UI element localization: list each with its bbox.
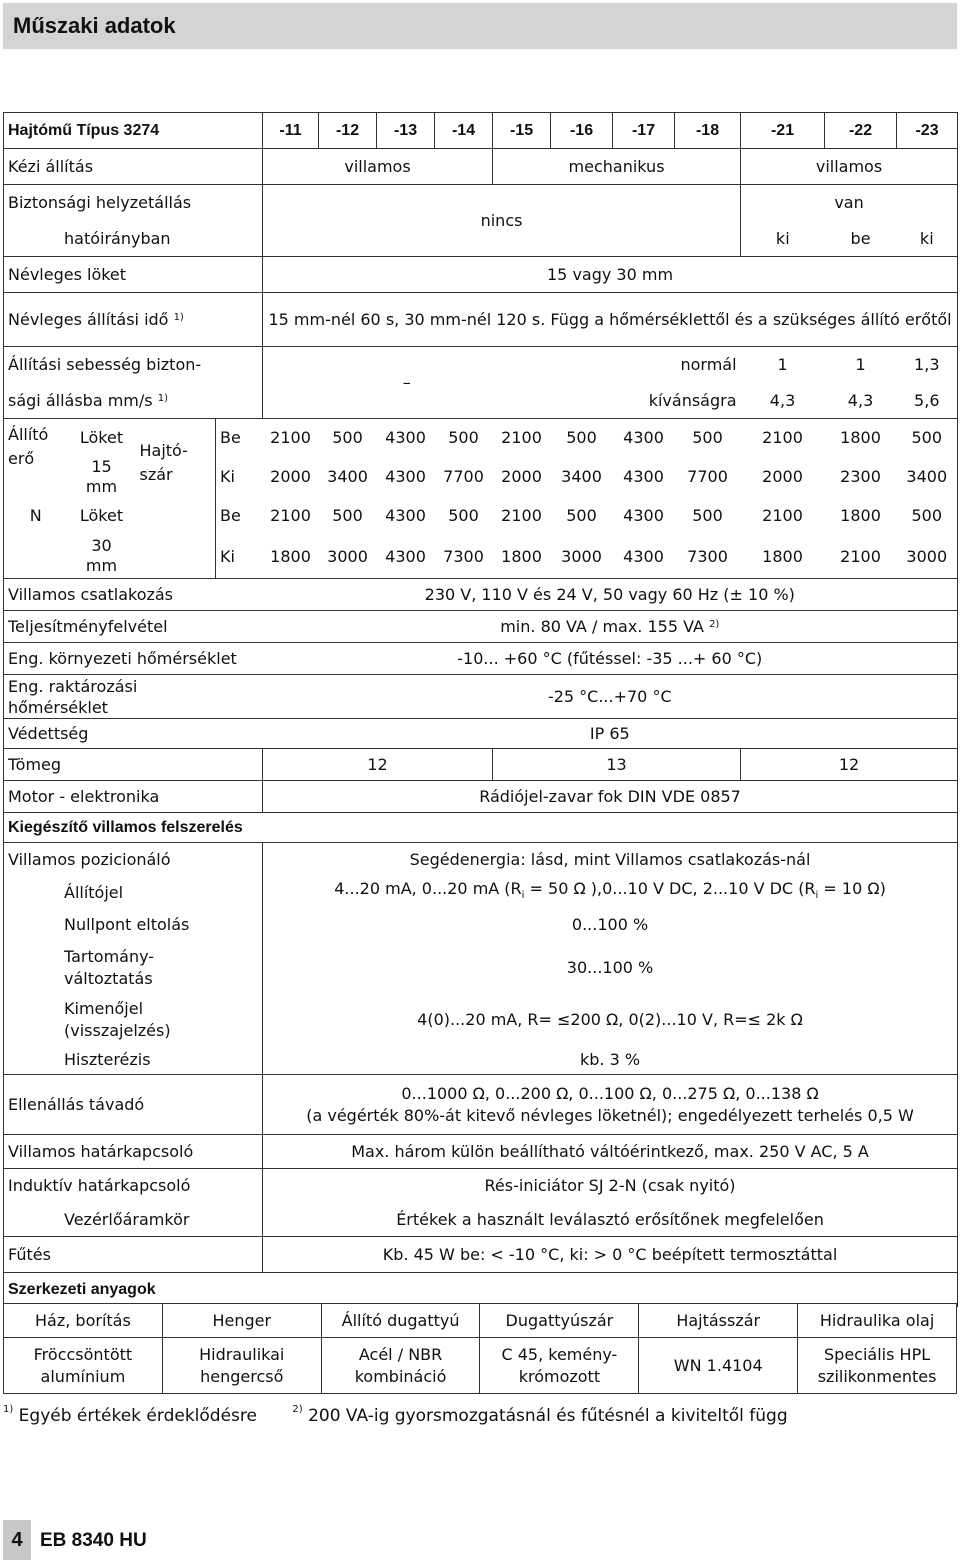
kezi-value: villamos <box>263 149 493 185</box>
loket-label: Névleges löket <box>4 257 263 293</box>
szerkezeti-heading: Szerkezeti anyagok <box>4 1273 958 1307</box>
kiegeszito-heading: Kiegészítő villamos felszerelés <box>4 813 958 843</box>
ero-value: 2000 <box>762 467 803 486</box>
kezi-label: Kézi állítás <box>4 149 263 185</box>
hatarkapcsolo-value: Max. három külön beállítható váltóérintkező, max. 250 V AC, 5 A <box>263 1135 958 1169</box>
motor-value: Rádiójel-zavar fok DIN VDE 0857 <box>263 781 958 813</box>
ero-value: 2100 <box>762 506 803 525</box>
material-value <box>798 1338 957 1394</box>
tartomany-label <box>4 941 263 995</box>
ero-value: 4300 <box>623 546 664 566</box>
nullpont-label: Nullpont eltolás <box>4 909 263 941</box>
material-value <box>639 1338 798 1394</box>
materials-header: Hajtásszár <box>639 1304 798 1338</box>
page-number: 4 <box>3 1520 31 1560</box>
kornyezeti-value: -10... +60 °C (fűtéssel: -35 ...+ 60 °C) <box>263 643 958 675</box>
footnotes <box>3 1406 957 1426</box>
type-code: -13 <box>377 113 435 149</box>
hajto-1: Hajtó- <box>139 440 188 460</box>
ero-hajtoszar <box>136 419 216 579</box>
footnote-ref: 2) <box>709 619 720 630</box>
raktarozasi-value: -25 °C...+70 °C <box>263 675 958 719</box>
type-code: -16 <box>551 113 613 149</box>
material-line: Hidraulikai <box>199 1344 285 1364</box>
tomeg-value: 12 <box>741 749 958 781</box>
ero-value: 500 <box>448 506 479 525</box>
sebesseg-normal: normál <box>551 347 741 383</box>
ero-value: 4300 <box>377 419 435 457</box>
vezerlo-label: Vezérlőáramkör <box>4 1203 263 1237</box>
allitojel-b: = 50 Ω ),0...10 V DC, 2...10 V DC (R <box>524 879 816 899</box>
footnote-ref: 1) <box>157 392 168 404</box>
pozicionalo-value: Segédenergia: lásd, mint Villamos csatlakozás-nál <box>263 843 958 877</box>
csatlakozas-label: Villamos csatlakozás <box>4 579 263 611</box>
ero-value: 7700 <box>443 467 484 486</box>
ero-dir: Be <box>216 419 263 457</box>
ero-value: 2300 <box>840 467 881 486</box>
biztonsagi-ki: ki <box>741 221 825 257</box>
ero-value: 7300 <box>443 546 484 566</box>
tomeg-label: Tömeg <box>4 749 263 781</box>
kezi-value: mechanikus <box>493 149 741 185</box>
sebesseg-value: 4,3 <box>769 390 796 410</box>
material-value <box>321 1338 480 1394</box>
ero-loket30-mm <box>68 535 136 579</box>
loket-value: 15 vagy 30 mm <box>263 257 958 293</box>
ero-value: 4300 <box>385 546 426 566</box>
ero-value: 2100 <box>501 506 542 525</box>
ellenallas-label: Ellenállás távadó <box>4 1075 263 1135</box>
teljesitmeny-value <box>263 611 958 643</box>
ero-value: 3000 <box>561 546 602 566</box>
type-code: -23 <box>897 113 958 149</box>
kornyezeti-label: Eng. környezeti hőmérséklet <box>4 643 263 675</box>
vedettseg-label: Védettség <box>4 719 263 749</box>
footnote-text: 200 VA-ig gyorsmozgatásnál és fűtésnél a kiviteltől függ <box>302 1406 788 1426</box>
biztonsagi-van: van <box>741 185 958 221</box>
ero-value: 7300 <box>687 546 728 566</box>
tartomany-label-2: változtatás <box>64 968 153 988</box>
materials-value-row <box>4 1338 957 1394</box>
loket30-unit: mm <box>85 556 118 576</box>
ero-value: 4300 <box>623 467 664 486</box>
type-code: -11 <box>263 113 319 149</box>
biztonsagi-label: Biztonsági helyzetállás <box>4 185 263 221</box>
ero-value: 3400 <box>561 467 602 486</box>
biztonsagi-be: be <box>850 228 871 248</box>
type-label: Hajtómű Típus 3274 <box>4 113 263 149</box>
material-line: alumínium <box>40 1366 126 1386</box>
futes-value: Kb. 45 W be: < -10 °C, ki: > 0 °C beépített termosztáttal <box>263 1237 958 1273</box>
materials-header: Hidraulika olaj <box>798 1304 957 1338</box>
ero-loket30: Löket <box>79 506 124 525</box>
hatarkapcsolo-label: Villamos határkapcsoló <box>4 1135 263 1169</box>
ero-value: 500 <box>566 506 597 525</box>
material-line: hengercső <box>200 1366 284 1386</box>
sebesseg-dash: – <box>263 347 551 419</box>
ellenallas-value <box>263 1075 958 1135</box>
ero-label <box>4 419 68 497</box>
allitojel-a: 4...20 mA, 0...20 mA (R <box>334 879 522 899</box>
type-code: -14 <box>435 113 493 149</box>
ero-value: 2100 <box>270 506 311 525</box>
ero-value: 500 <box>551 419 613 457</box>
loket15-unit: mm <box>85 476 118 496</box>
footnote-mark: 1) <box>3 1404 14 1415</box>
ido-value: 15 mm-nél 60 s, 30 mm-nél 120 s. Függ a hőmérséklettől és a szükséges állító erőtől <box>263 293 958 347</box>
ellenallas-value-2: (a végérték 80%-át kitevő névleges löketnél); engedélyezett terhelés 0,5 W <box>306 1105 914 1125</box>
ero-dir: Ki <box>216 457 263 497</box>
material-line: Speciális HPL <box>824 1344 931 1364</box>
ero-value: 500 <box>332 506 363 525</box>
csatlakozas-value: 230 V, 110 V és 24 V, 50 vagy 60 Hz (± 10 %) <box>263 579 958 611</box>
sebesseg-value: 4,3 <box>847 390 874 410</box>
kimeno-value: 4(0)...20 mA, R= ≤200 Ω, 0(2)...10 V, R=≤ 2k Ω <box>263 995 958 1045</box>
allitojel-label: Állítójel <box>4 877 263 909</box>
ero-label-2: erő <box>8 449 35 468</box>
ero-value: 1800 <box>501 546 542 566</box>
ero-dir: Ki <box>216 535 263 579</box>
ero-value: 3400 <box>897 457 958 497</box>
ero-value: 2100 <box>741 419 825 457</box>
materials-header-row <box>4 1304 957 1338</box>
type-code: -22 <box>825 113 897 149</box>
ero-value: 2100 <box>493 419 551 457</box>
document-code: EB 8340 HU <box>40 1530 147 1551</box>
teljesitmeny-label: Teljesítményfelvétel <box>4 611 263 643</box>
sebesseg-label: Állítási sebesség bizton- <box>4 347 263 383</box>
ero-value: 4300 <box>623 506 664 525</box>
materials-header: Henger <box>162 1304 321 1338</box>
sebesseg-value: 1,3 <box>897 347 958 383</box>
ero-value: 500 <box>897 419 958 457</box>
vezerlo-value: Értékek a használt leválasztó erősítőnek megfelelően <box>263 1203 958 1237</box>
type-code: -15 <box>493 113 551 149</box>
induktiv-value: Rés-iniciátor SJ 2-N (csak nyitó) <box>263 1169 958 1203</box>
hajto-2: szár <box>139 464 173 484</box>
kimeno-label-2: (visszajelzés) <box>64 1020 171 1040</box>
ero-dir: Be <box>216 497 263 535</box>
material-line: szilikonmentes <box>817 1366 937 1386</box>
ero-unit: N <box>4 497 68 579</box>
material-line: kombináció <box>354 1366 447 1386</box>
footnote-1 <box>3 1406 257 1426</box>
biztonsagi-nincs: nincs <box>263 185 741 257</box>
materials-header: Állító dugattyú <box>321 1304 480 1338</box>
raktarozasi-label-2: hőmérséklet <box>8 697 108 717</box>
material-line: Fröccsöntött <box>33 1344 133 1364</box>
materials-header: Ház, borítás <box>4 1304 163 1338</box>
sebesseg-label-2-text: sági állásba mm/s <box>8 390 153 410</box>
loket15-num: 15 <box>91 456 112 476</box>
ero-value: 1800 <box>825 419 897 457</box>
ero-value: 1800 <box>762 546 803 566</box>
ero-value: 3000 <box>327 546 368 566</box>
sebesseg-label-2 <box>4 383 263 419</box>
loket30-num: 30 <box>91 536 112 556</box>
allitojel-sub: i <box>521 890 525 902</box>
material-value <box>162 1338 321 1394</box>
sebesseg-value: 5,6 <box>897 383 958 419</box>
motor-label: Motor - elektronika <box>4 781 263 813</box>
tartomany-label-1: Tartomány- <box>64 946 155 966</box>
ellenallas-value-1: 0...1000 Ω, 0...200 Ω, 0...100 Ω, 0...275 Ω, 0...138 Ω <box>401 1083 819 1103</box>
type-header-row <box>4 113 958 149</box>
material-value <box>480 1338 639 1394</box>
material-line: krómozott <box>518 1366 601 1386</box>
allitojel-value <box>263 877 958 909</box>
ero-value: 2100 <box>840 546 881 566</box>
vedettseg-value: IP 65 <box>263 719 958 749</box>
ero-loket15: Löket <box>68 419 136 457</box>
kezi-value: villamos <box>741 149 958 185</box>
pozicionalo-label: Villamos pozicionáló <box>4 843 263 877</box>
ero-value: 2100 <box>263 419 319 457</box>
ero-label-1: Állító <box>8 425 49 444</box>
material-line: WN 1.4104 <box>673 1355 763 1375</box>
ido-label-text: Névleges állítási idő <box>8 310 169 329</box>
materials-table <box>3 1303 957 1394</box>
sebesseg-value: 1 <box>741 347 825 383</box>
ero-value: 2000 <box>270 467 311 486</box>
material-line: Acél / NBR <box>358 1344 443 1364</box>
raktarozasi-label-1: Eng. raktározási <box>8 676 138 696</box>
type-code: -18 <box>675 113 741 149</box>
materials-header: Dugattyúszár <box>480 1304 639 1338</box>
type-code: -17 <box>613 113 675 149</box>
footnote-text: Egyéb értékek érdeklődésre <box>13 1406 257 1426</box>
footnote-2 <box>292 1406 787 1426</box>
material-value <box>4 1338 163 1394</box>
allitojel-c: = 10 Ω) <box>818 879 886 899</box>
ero-value: 3000 <box>897 535 958 579</box>
nullpont-value: 0...100 % <box>263 909 958 941</box>
hiszterezis-label: Hiszterézis <box>4 1045 263 1075</box>
ero-value: 500 <box>897 497 958 535</box>
ido-label <box>4 293 263 347</box>
ero-value: 7700 <box>687 467 728 486</box>
hiszterezis-value: kb. 3 % <box>263 1045 958 1075</box>
footnote-mark: 2) <box>292 1404 303 1415</box>
ero-value: 3400 <box>327 467 368 486</box>
futes-label: Fűtés <box>4 1237 263 1273</box>
ero-value: 2000 <box>501 467 542 486</box>
material-line: C 45, kemény- <box>501 1344 618 1364</box>
ero-value: 500 <box>319 419 377 457</box>
section-header <box>3 3 957 49</box>
biztonsagi-sub-label: hatóirányban <box>4 221 263 257</box>
spec-table <box>3 112 958 1307</box>
ero-loket15-mm <box>68 457 136 497</box>
tomeg-value: 12 <box>263 749 493 781</box>
allitojel-sub: i <box>815 890 819 902</box>
footnote-ref: 1) <box>173 312 184 323</box>
tomeg-value: 13 <box>493 749 741 781</box>
type-code: -21 <box>741 113 825 149</box>
sebesseg-kivansagra: kívánságra <box>648 390 737 410</box>
sebesseg-value: 1 <box>825 347 897 383</box>
ero-value: 1800 <box>840 506 881 525</box>
ero-value: 4300 <box>385 467 426 486</box>
kimeno-label <box>4 995 263 1045</box>
tartomany-value: 30...100 % <box>263 941 958 995</box>
kimeno-label-1: Kimenőjel <box>64 998 144 1018</box>
ero-value: 500 <box>675 419 741 457</box>
induktiv-label: Induktív határkapcsoló <box>4 1169 263 1203</box>
ero-value: 1800 <box>270 546 311 566</box>
type-code: -12 <box>319 113 377 149</box>
biztonsagi-ki: ki <box>897 221 958 257</box>
ero-value: 500 <box>692 506 723 525</box>
ero-value: 4300 <box>613 419 675 457</box>
ero-value: 500 <box>435 419 493 457</box>
raktarozasi-label <box>4 675 263 719</box>
section-title: Műszaki adatok <box>13 13 176 38</box>
teljesitmeny-value-text: min. 80 VA / max. 155 VA <box>500 617 704 636</box>
ero-value: 4300 <box>385 506 426 525</box>
